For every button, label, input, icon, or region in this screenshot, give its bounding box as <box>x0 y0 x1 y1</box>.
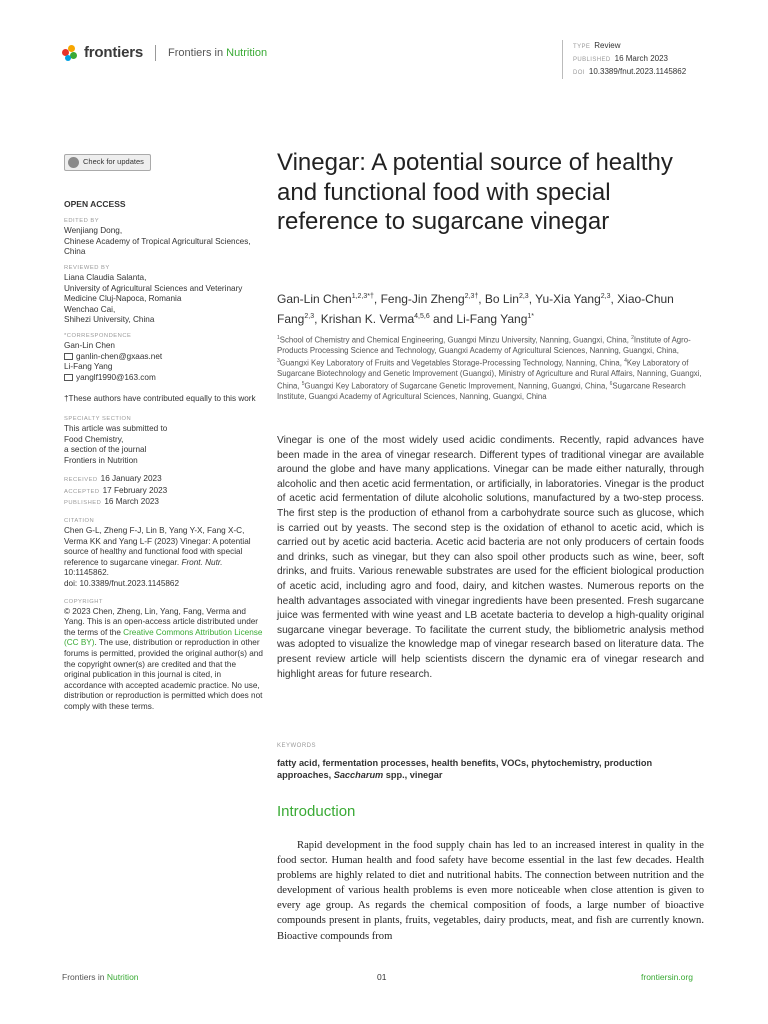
keywords-label: KEYWORDS <box>277 743 317 749</box>
article-type: Review <box>594 41 621 50</box>
citation-label: CITATION <box>64 518 95 525</box>
email-link[interactable]: yanglf1990@163.com <box>76 372 156 382</box>
frontiers-logo[interactable] <box>62 44 267 61</box>
keywords: fatty acid, fermentation processes, health benefits, VOCs, phytochemistry, production approaches, Saccharum spp., vinegar <box>277 758 653 780</box>
author-name[interactable]: Xiao-Chun Fang$^{2,3}$ <box>277 292 674 326</box>
logo-divider <box>155 45 156 61</box>
copyright: © 2023 Chen, Zheng, Lin, Yang, Fang, Verma and Yang. This is an open-access article distributed under the terms of the Creative Commons Attribution License (CC BY). The use, distribution or reproduction in other forums is permitted, provided the original author(s) and the copyright owner(s) are credited and that the original publication in this journal is cited, in accordance with accepted academic practice. No use, distribution or reproduction is permitted which does not comply with these terms. <box>64 606 263 711</box>
email-icon <box>64 374 73 381</box>
author-name[interactable]: Krishan K. Verma$^{4,5,6}$ <box>320 312 430 326</box>
affiliation: Key Laboratory of Sugarcane Biotechnology and Genetic Improvement (Guangxi), Ministry of Agriculture and Rural Affairs, Nanning, Guangxi, China, <box>277 358 702 391</box>
logo-text: frontiers <box>84 44 144 61</box>
intro-paragraph: Rapid development in the food supply chain has led to an increased interest in quality in the food sector. Human health and food safety have become essential in the last few decades. Health problems are highly related to diet and nutritional habits. The connection between nutrition and the development of various health problems is even more noticeable when close attention is given to every age group. As regards the chemical composition of foods, a large number of bioactive compounds present in plants, fruits, vegetables, dairy products, meat, and fish are currently known. Bioactive compounds from <box>277 840 704 942</box>
affiliation: Guangxi Key Laboratory of Fruits and Vegetables Storage-Processing Technology, Nanning, China, <box>279 358 625 368</box>
article-meta: TYPE Review PUBLISHED 16 March 2023 DOI 10.3389/fnut.2023.1145862 <box>562 40 686 79</box>
author-name[interactable]: Yu-Xia Yang$^{2,3}$ <box>535 292 611 306</box>
author-name[interactable]: Gan-Lin Chen$^{1,2,3*\dagger}$ <box>277 292 374 306</box>
journal-name: Frontiers in Nutrition <box>168 46 268 59</box>
page-number: 01 <box>377 972 387 982</box>
reviewed-by-label: REVIEWED BY <box>64 264 110 271</box>
affiliation: Institute of Agro-Products Processing Science and Technology, Guangxi Academy of Agricultural Sciences, Nanning, Guangxi, China, <box>277 335 691 355</box>
section-heading-introduction: Introduction <box>277 803 356 820</box>
author-list: Gan-Lin Chen$^{1,2,3*\dagger}$, Feng-Jin Zheng$^{2,3\dagger}$, Bo Lin$^{2,3}$, Yu-Xia Yang$^{2,3}$, Xiao-Chun Fang$^{2,3}$, Krishan K. Verma$^{4,5,6}$ and Li-Fang Yang$^{1*}$ <box>277 292 674 326</box>
affiliation: School of Chemistry and Chemical Engineering, Guangxi Minzu University, Nanning, Guangxi, China, <box>279 335 632 345</box>
published-date: 16 March 2023 <box>614 54 668 63</box>
author-name[interactable]: Bo Lin$^{2,3}$ <box>484 292 529 306</box>
dates: RECEIVED 16 January 2023 ACCEPTED 17 February 2023 PUBLISHED 16 March 2023 <box>64 474 168 507</box>
correspondence: Gan-Lin Chen ganlin-chen@gxaas.net Li-Fang Yang yanglf1990@163.com <box>64 340 163 382</box>
abstract: Vinegar is one of the most widely used acidic condiments. Recently, rapid advances have been made in the area of vinegar research. Different types of traditional vinegar are available around the globe and have many applications. Vinegar can be made either naturally, through alcoholic and then acetic acid fermentation, or artificially, in laboratories. Vinegar is the product of acetic acid fermentation of dilute alcoholic solutions, manufactured by a two-step process. The first step is the production of ethanol from a carbohydrate source such as glucose, which is carried out by yeasts. The second step is the oxidation of ethanol to acetic acid, which is carried out by acetic acid bacteria. Acetic acid bacteria are not only producers of certain foods and drinks, such as vinegar, but they can also spoil other products such as wine, beer, soft drinks, and fruits. Various renewable substrates are used for the efficient biological production of acetic acid, including agro and food, dairy, and kitchen wastes. Numerous reports on the health advantages associated with vinegar ingredients have been presented. Fresh sugarcane juice was fermented with wine yeast and LB acetate bacteria to develop a high-quality original sugarcane vinegar beverage. To facilitate the current study, the bibliometric analysis method was adopted to visualize the knowledge map of vinegar research based on literature data. The present review article will help scientists discern the dynamic era of vinegar research and highlight areas for future research. <box>277 435 704 680</box>
frontiers-logo-icon <box>62 45 78 61</box>
affiliations: $^1$School of Chemistry and Chemical Engineering, Guangxi Minzu University, Nanning, Guangxi, China, $^2$Institute of Agro-Products Processing Science and Technology, Guangxi Academy of Agricultural Sciences, Nanning, Guangxi, China, $^3$Guangxi Key Laboratory of Fruits and Vegetables Storage-Processing Technology, Nanning, China, $^4$Key Laboratory of Sugarcane Biotechnology and Genetic Improvement (Guangxi), Ministry of Agriculture and Rural Affairs, Nanning, Guangxi, China, $^5$Guangxi Key Laboratory of Sugarcane Genetic Improvement, Nanning, Guangxi, China, $^6$Sugarcane Research Institute, Guangxi Academy of Agricultural Sciences, Nanning, Guangxi, China <box>277 335 702 402</box>
specialty-label: SPECIALTY SECTION <box>64 415 132 422</box>
doi: 10.3389/fnut.2023.1145862 <box>588 67 687 76</box>
correspondence-label: *CORRESPONDENCE <box>64 332 132 339</box>
email-link[interactable]: ganlin-chen@gxaas.net <box>76 351 163 361</box>
check-updates-button[interactable]: Check for updates <box>64 154 151 171</box>
footer-journal: Frontiers in Nutrition <box>62 972 139 982</box>
email-icon <box>64 353 73 360</box>
cc-by-link[interactable]: Creative Commons Attribution License (CC BY) <box>64 627 263 648</box>
author-name[interactable]: Feng-Jin Zheng$^{2,3\dagger}$ <box>380 292 479 306</box>
copyright-label: COPYRIGHT <box>64 598 103 605</box>
sidebar <box>64 154 264 713</box>
open-access-label: OPEN ACCESS <box>64 198 126 209</box>
update-icon <box>68 157 79 168</box>
author-name[interactable]: Li-Fang Yang$^{1*}$ <box>456 312 534 326</box>
reviewed-by: Liana Claudia Salanta, University of Agricultural Sciences and Veterinary Medicine Cluj-Napoca, Romania Wenchao Cai, Shihezi University, China <box>64 272 243 325</box>
citation: Chen G-L, Zheng F-J, Lin B, Yang Y-X, Fang X-C, Verma KK and Yang L-F (2023) Vinegar: A potential source of healthy and functional food with special reference to sugarcane vinegar. Front. Nutr. 10:1145862. doi: 10.3389/fnut.2023.1145862 <box>64 526 251 589</box>
equal-contribution-note: †These authors have contributed equally to this work <box>64 394 256 404</box>
affiliation: Sugarcane Research Institute, Guangxi Academy of Agricultural Sciences, Nanning, Guangxi, China <box>277 381 686 402</box>
footer-site-link[interactable]: frontiersin.org <box>641 972 693 982</box>
citation-doi[interactable]: doi: 10.3389/fnut.2023.1145862 <box>64 579 180 589</box>
specialty-section: This article was submitted to Food Chemistry, a section of the journal Frontiers in Nutrition <box>64 423 168 465</box>
affiliation: Guangxi Key Laboratory of Sugarcane Genetic Improvement, Nanning, Guangxi, China, <box>304 381 610 391</box>
edited-by-label: EDITED BY <box>64 218 100 225</box>
article-title: Vinegar: A potential source of healthy and functional food with special reference to sugarcane vinegar <box>277 149 673 235</box>
edited-by: Wenjiang Dong, Chinese Academy of Tropical Agricultural Sciences, China <box>64 226 251 257</box>
